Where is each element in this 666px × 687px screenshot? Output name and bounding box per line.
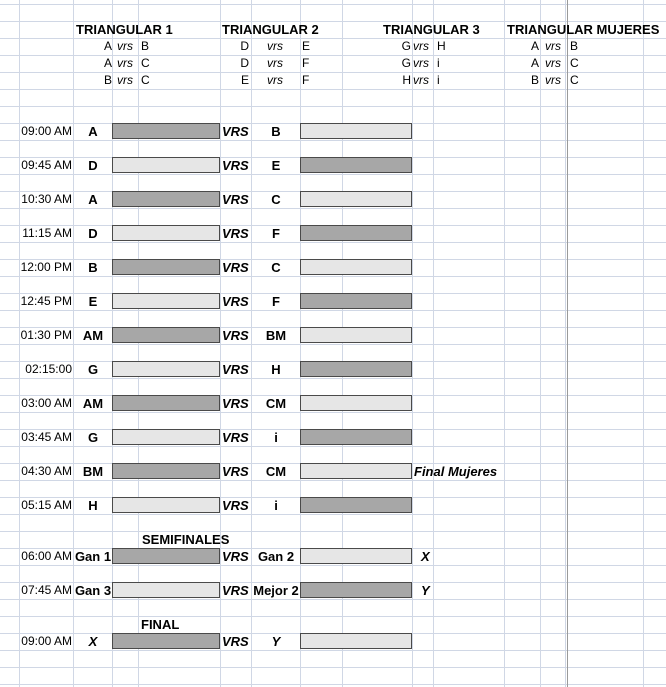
away-team[interactable]: E: [271, 158, 281, 173]
away-score-box[interactable]: [300, 548, 412, 564]
away-score-box[interactable]: [300, 497, 412, 513]
match-time[interactable]: 10:30 AM: [21, 192, 72, 206]
match-time[interactable]: 06:00 AM: [21, 549, 72, 563]
cell[interactable]: vrs: [413, 39, 429, 53]
cell[interactable]: B: [103, 73, 112, 87]
home-score-box[interactable]: [112, 582, 220, 598]
vs-label[interactable]: VRS: [222, 226, 249, 241]
away-team[interactable]: Gan 2: [257, 549, 295, 564]
away-score-box[interactable]: [300, 582, 412, 598]
away-team[interactable]: B: [271, 124, 281, 139]
away-score-box[interactable]: [300, 293, 412, 309]
match-time[interactable]: 04:30 AM: [21, 464, 72, 478]
away-team[interactable]: Y: [271, 634, 281, 649]
away-score-box[interactable]: [300, 633, 412, 649]
home-score-box[interactable]: [112, 191, 220, 207]
vs-label[interactable]: VRS: [222, 158, 249, 173]
match-time[interactable]: 09:45 AM: [21, 158, 72, 172]
home-team[interactable]: H: [88, 498, 98, 513]
cell[interactable]: A: [530, 56, 539, 70]
away-score-box[interactable]: [300, 123, 412, 139]
away-team[interactable]: F: [272, 226, 280, 241]
away-team[interactable]: CM: [265, 396, 287, 411]
home-score-box[interactable]: [112, 225, 220, 241]
match-time[interactable]: 03:00 AM: [21, 396, 72, 410]
vs-label[interactable]: VRS: [222, 430, 249, 445]
cell[interactable]: H: [437, 39, 446, 53]
cell[interactable]: E: [240, 73, 249, 87]
home-team[interactable]: Gan 1: [74, 549, 112, 564]
away-team[interactable]: i: [274, 498, 278, 513]
home-score-box[interactable]: [112, 463, 220, 479]
header-title-t2: TRIANGULAR 2: [222, 22, 319, 37]
home-score-box[interactable]: [112, 259, 220, 275]
cell[interactable]: D: [240, 39, 249, 53]
home-team[interactable]: AM: [82, 328, 104, 343]
home-score-box[interactable]: [112, 395, 220, 411]
cell[interactable]: vrs: [117, 56, 133, 70]
away-team[interactable]: C: [271, 192, 281, 207]
cell[interactable]: A: [103, 56, 112, 70]
away-team[interactable]: i: [274, 430, 278, 445]
cell[interactable]: vrs: [413, 56, 429, 70]
cell[interactable]: vrs: [117, 73, 133, 87]
cell[interactable]: F: [302, 73, 310, 87]
cell[interactable]: B: [530, 73, 539, 87]
home-team[interactable]: A: [88, 192, 98, 207]
match-time[interactable]: 01:30 PM: [20, 328, 72, 342]
away-team[interactable]: BM: [265, 328, 287, 343]
cell[interactable]: C: [570, 73, 579, 87]
match-time[interactable]: 11:15 AM: [22, 226, 72, 240]
home-score-box[interactable]: [112, 429, 220, 445]
match-time[interactable]: 09:00 AM: [21, 124, 72, 138]
vs-label[interactable]: VRS: [222, 192, 249, 207]
cell[interactable]: D: [240, 56, 249, 70]
away-team[interactable]: H: [271, 362, 281, 377]
away-score-box[interactable]: [300, 429, 412, 445]
cell[interactable]: vrs: [267, 56, 283, 70]
home-score-box[interactable]: [112, 633, 220, 649]
cell[interactable]: vrs: [545, 73, 561, 87]
away-team[interactable]: C: [271, 260, 281, 275]
home-team[interactable]: AM: [82, 396, 104, 411]
vs-label[interactable]: VRS: [222, 583, 249, 598]
match-time[interactable]: 03:45 AM: [21, 430, 72, 444]
cell[interactable]: F: [302, 56, 310, 70]
vs-label[interactable]: VRS: [222, 260, 249, 275]
away-score-box[interactable]: [300, 327, 412, 343]
cell[interactable]: vrs: [545, 39, 561, 53]
away-team[interactable]: CM: [265, 464, 287, 479]
away-team[interactable]: F: [272, 294, 280, 309]
away-score-box[interactable]: [300, 395, 412, 411]
cell[interactable]: G: [401, 39, 411, 53]
home-team[interactable]: E: [88, 294, 98, 309]
home-team[interactable]: G: [87, 430, 99, 445]
header-title-t3: TRIANGULAR 3: [383, 22, 480, 37]
cell[interactable]: C: [141, 73, 150, 87]
match-time[interactable]: 12:00 PM: [20, 260, 72, 274]
home-team[interactable]: D: [88, 158, 98, 173]
match-time[interactable]: 02:15:00: [25, 362, 72, 376]
match-time[interactable]: 07:45 AM: [21, 583, 72, 597]
home-team[interactable]: Gan 3: [74, 583, 112, 598]
cell[interactable]: i: [437, 73, 440, 87]
cell[interactable]: C: [570, 56, 579, 70]
cell[interactable]: i: [437, 56, 440, 70]
vs-label[interactable]: VRS: [222, 124, 249, 139]
match-time[interactable]: 12:45 PM: [20, 294, 72, 308]
vs-label[interactable]: VRS: [222, 634, 249, 649]
home-team[interactable]: B: [88, 260, 98, 275]
semifinals-title: SEMIFINALES: [142, 532, 230, 547]
vs-label[interactable]: VRS: [222, 549, 249, 564]
cell[interactable]: C: [141, 56, 150, 70]
cell[interactable]: A: [103, 39, 112, 53]
final-mujeres-label[interactable]: Final Mujeres: [414, 464, 498, 479]
home-score-box[interactable]: [112, 293, 220, 309]
vs-label[interactable]: VRS: [222, 498, 249, 513]
home-team[interactable]: A: [88, 124, 98, 139]
home-score-box[interactable]: [112, 157, 220, 173]
match-time[interactable]: 05:15 AM: [21, 498, 72, 512]
cell[interactable]: E: [302, 39, 311, 53]
home-score-box[interactable]: [112, 123, 220, 139]
cell[interactable]: vrs: [117, 39, 133, 53]
match-time[interactable]: 09:00 AM: [21, 634, 72, 648]
home-score-box[interactable]: [112, 497, 220, 513]
home-score-box[interactable]: [112, 548, 220, 564]
home-team[interactable]: G: [87, 362, 99, 377]
vs-label[interactable]: VRS: [222, 294, 249, 309]
cell[interactable]: vrs: [267, 39, 283, 53]
cell[interactable]: vrs: [267, 73, 283, 87]
winner-label[interactable]: Y: [421, 583, 430, 598]
away-score-box[interactable]: [300, 157, 412, 173]
vs-label[interactable]: VRS: [222, 396, 249, 411]
home-team[interactable]: X: [88, 634, 98, 649]
away-score-box[interactable]: [300, 361, 412, 377]
away-score-box[interactable]: [300, 463, 412, 479]
away-score-box[interactable]: [300, 225, 412, 241]
cell[interactable]: G: [401, 56, 411, 70]
cell[interactable]: B: [141, 39, 150, 53]
vs-label[interactable]: VRS: [222, 464, 249, 479]
cell[interactable]: H: [402, 73, 411, 87]
vs-label[interactable]: VRS: [222, 328, 249, 343]
home-team[interactable]: D: [88, 226, 98, 241]
cell[interactable]: B: [570, 39, 579, 53]
away-score-box[interactable]: [300, 259, 412, 275]
final-title: FINAL: [141, 617, 180, 632]
home-team[interactable]: BM: [82, 464, 104, 479]
header-title-tm: TRIANGULAR MUJERES: [507, 22, 660, 37]
header-title-t1: TRIANGULAR 1: [76, 22, 173, 37]
home-score-box[interactable]: [112, 327, 220, 343]
cell[interactable]: vrs: [545, 56, 561, 70]
home-score-box[interactable]: [112, 361, 220, 377]
vs-label[interactable]: VRS: [222, 362, 249, 377]
away-score-box[interactable]: [300, 191, 412, 207]
cell[interactable]: A: [530, 39, 539, 53]
cell[interactable]: vrs: [413, 73, 429, 87]
winner-label[interactable]: X: [421, 549, 430, 564]
away-team[interactable]: Mejor 2: [253, 583, 299, 598]
